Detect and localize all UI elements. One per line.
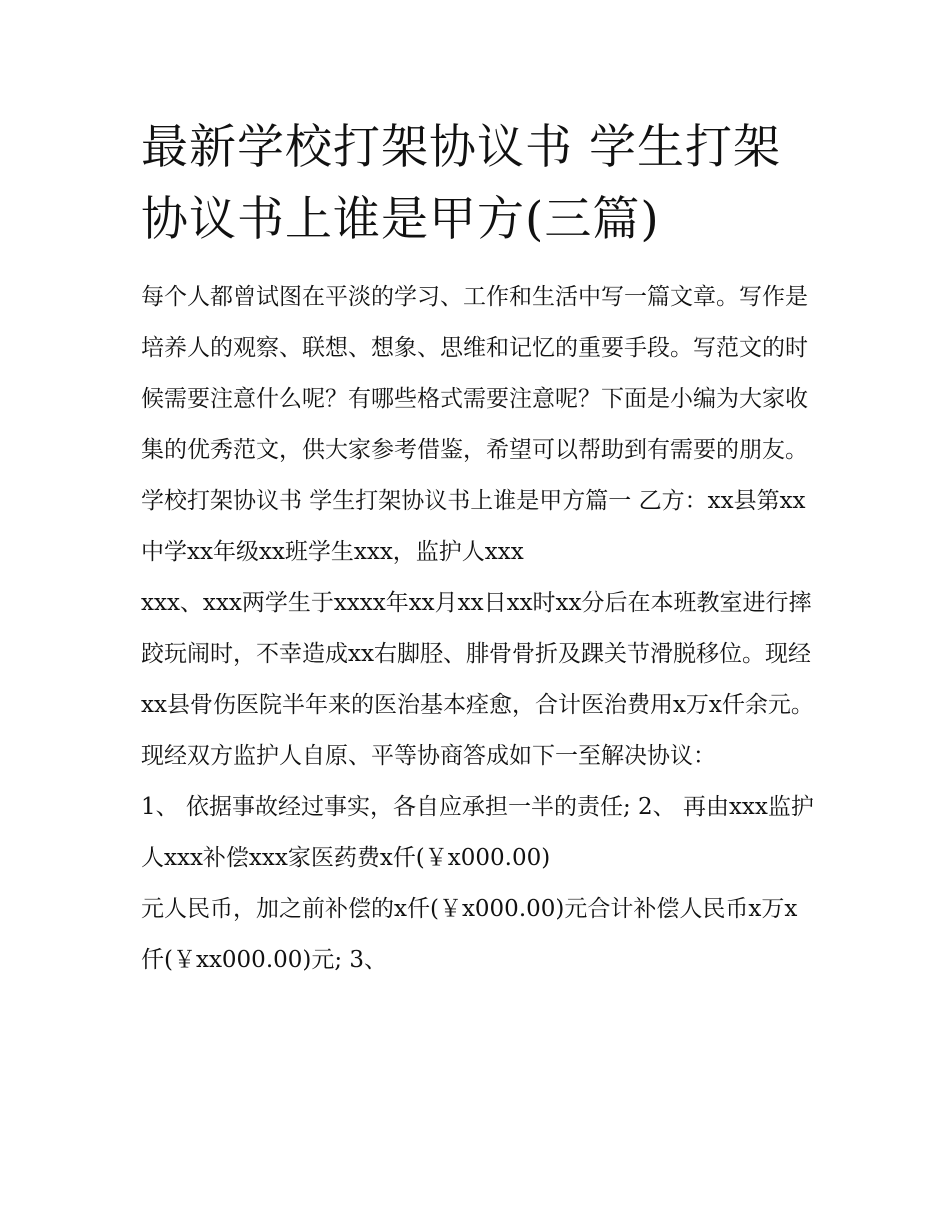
paragraph-compensation: 元人民币，加之前补偿的x仟(￥x000.00)元合计补偿人民币x万x仟(￥xx000.00)元; 3、 <box>141 896 798 973</box>
paragraph-intro: 每个人都曾试图在平淡的学习、工作和生活中写一篇文章。写作是培养人的观察、联想、想象、思维和记忆的重要手段。写范文的时候需要注意什么呢？有哪些格式需要注意呢？下面是小编为大家收集的优秀范文，供大家参考借鉴，希望可以帮助到有需要的朋友。 <box>141 284 808 463</box>
paragraph-parties: 学校打架协议书 学生打架协议书上谁是甲方篇一 乙方：xx县第xx中学xx年级xx班学生xxx，监护人xxx <box>141 488 806 565</box>
document-body <box>141 272 816 986</box>
paragraph-incident: xxx、xxx两学生于xxxx年xx月xx日xx时xx分后在本班教室进行摔跤玩闹时，不幸造成xx右脚胫、腓骨骨折及踝关节滑脱移位。现经xx县骨伤医院半年来的医治基本痊愈，合计医治费用x万x仟余元。现经双方监护人自原、平等协商答成如下一至解决协议： <box>141 590 814 769</box>
document-title: 最新学校打架协议书 学生打架协议书上谁是甲方(三篇) <box>141 120 781 247</box>
paragraph-terms: 1、 依据事故经过事实，各自应承担一半的责任; 2、 再由xxx监护人xxx补偿xxx家医药费x仟(￥x000.00) <box>141 794 814 871</box>
document-page <box>141 112 816 986</box>
